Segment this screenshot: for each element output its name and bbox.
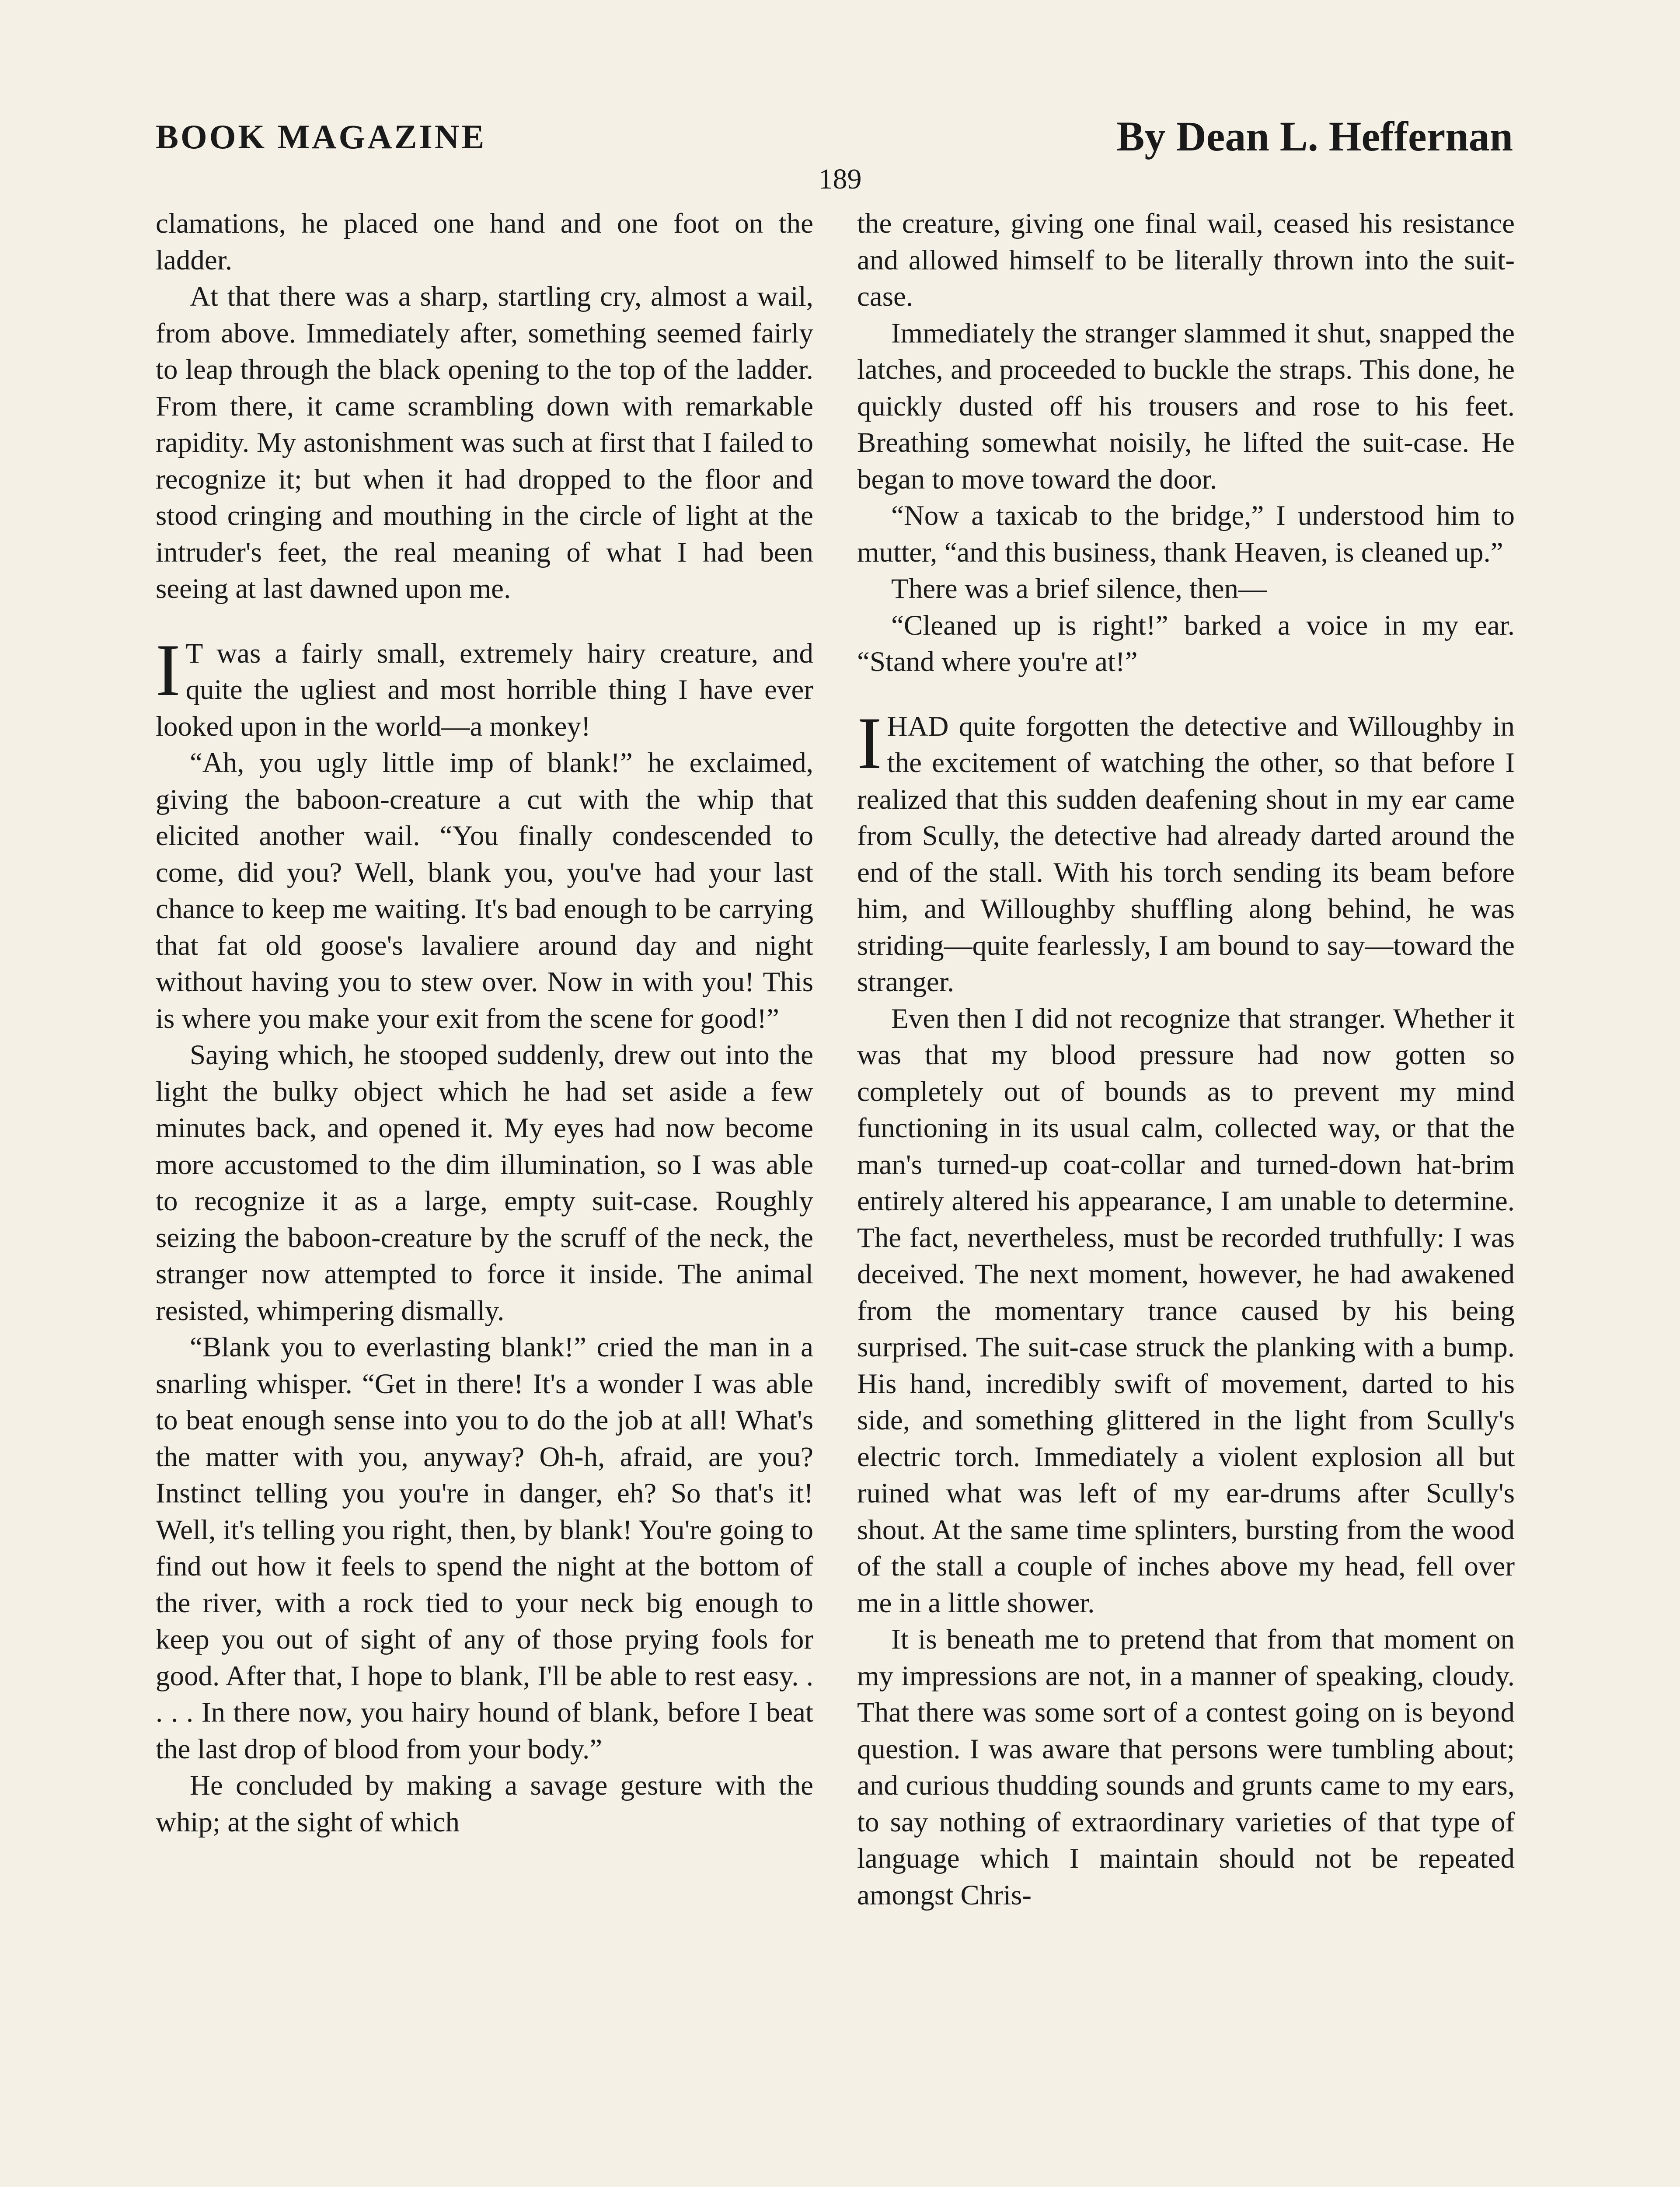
paragraph: the creature, giving one final wail, ceased his resistance and allowed himself to be literally thrown into the suit-case.: [857, 208, 1515, 312]
paragraph: Even then I did not recognize that stranger. Whether it was that my blood pressure had now gotten so completely out of bounds as to prevent my mind functioning in its usual calm, collected way, or that the man's turned-up coat-collar and turned-down hat-brim entirely altered his appearance, I am unable to determine. The fact, nevertheless, must be recorded truthfully: I was deceived. The next moment, however, he had awakened from the momentary trance caused by his being surprised. The suit-case struck the planking with a bump. His hand, incredibly swift of movement, darted to his side, and something glittered in the light from Scully's electric torch. Immediately a violent explosion all but ruined what was left of my ear-drums after Scully's shout. At the same time splinters, bursting from the wood of the stall a couple of inches above my head, fell over me in a little shower.: [857, 1003, 1515, 1619]
paragraph: [857, 702, 1515, 1001]
left-column: [156, 206, 813, 1841]
paragraph: Immediately the stranger slammed it shut, snapped the latches, and proceeded to buckle the straps. This done, he quickly dusted off his trousers and rose to his feet. Breathing somewhat noisily, he lifted the suit-case. He began to move toward the door.: [857, 317, 1515, 495]
right-column: [857, 206, 1515, 1914]
paragraph: [156, 629, 813, 745]
page-number: 189: [818, 163, 862, 195]
paragraph: “Blank you to everlasting blank!” cried the man in a snarling whisper. “Get in there! It's a wonder I was able to beat enough sense into you to do the job at all! What's the matter with you, anyway? Oh-h, afraid, are you? Instinct telling you you're in danger, eh? So that's it! Well, it's telling you right, then, by blank! You're going to find out how it feels to spend the night at the bottom of the river, with a rock tied to your neck big enough to keep you out of sight of any of those prying fools for good. After that, I hope to blank, I'll be able to rest easy. . . . . In there now, you hairy hound of blank, before I beat the last drop of blood from your body.”: [156, 1331, 813, 1765]
paragraph: Saying which, he stooped suddenly, drew out into the light the bulky object which he had set aside a few minutes back, and opened it. My eyes had now become more accustomed to the dim illumination, so I was able to recognize it as a large, empty suit-case. Roughly seizing the baboon-creature by the scruff of the neck, the stranger now attempted to force it inside. The animal resisted, whimpering dismally.: [156, 1039, 813, 1327]
drop-cap: I: [156, 629, 181, 711]
drop-cap: I: [857, 702, 882, 784]
paragraph: It is beneath me to pretend that from that moment on my impressions are not, in a manner of speaking, cloudy. That there was some sort of a contest going on is beyond question. I was aware that persons were tumbling about; and curious thudding sounds and grunts came to my ears, to say nothing of extraordinary varieties of that type of language which I maintain should not be repeated amongst Chris-: [857, 1624, 1515, 1911]
paragraph: There was a brief silence, then—: [891, 573, 1267, 604]
paragraph: “Cleaned up is right!” barked a voice in my ear. “Stand where you're at!”: [857, 609, 1515, 678]
paragraph: He concluded by making a savage gesture with the whip; at the sight of which: [156, 1770, 813, 1838]
paragraph: At that there was a sharp, startling cry, almost a wail, from above. Immediately after, something seemed fairly to leap through the black opening to the top of the ladder. From there, it came scrambling down with remarkable rapidity. My astonishment was such at first that I failed to recognize it; but when it had dropped to the floor and stood cringing and mouthing in the circle of light at the intruder's feet, the real meaning of what I had been seeing at last dawned upon me.: [156, 281, 813, 604]
paragraph: “Now a taxicab to the bridge,” I understood him to mutter, “and this business, thank Heaven, is cleaned up.”: [857, 500, 1515, 568]
paragraph: clamations, he placed one hand and one foot on the ladder.: [156, 208, 813, 276]
paragraph: “Ah, you ugly little imp of blank!” he exclaimed, giving the baboon-creature a cut with the whip that elicited another wail. “You finally condescended to come, did you? Well, blank you, you've had your last chance to keep me waiting. It's bad enough to be carrying that fat old goose's lavaliere around day and night without having you to stew over. Now in with you! This is where you make your exit from the scene for good!”: [156, 747, 813, 1034]
paragraph-text: HAD quite forgotten the detective and Willoughby in the excitement of watching the other, so that before I realized that this sudden deafening shout in my ear came from Scully, the detective had already darted around the end of the stall. With his torch sending its beam before him, and Willoughby shuffling along behind, he was striding—quite fearlessly, I am bound to say—toward the stranger.: [857, 710, 1515, 998]
paragraph-text: T was a fairly small, extremely hairy creature, and quite the ugliest and most horrible thing I have ever looked upon in the world—a monkey!: [156, 637, 813, 742]
magazine-title: BOOK MAGAZINE: [156, 118, 487, 156]
author-byline: By Dean L. Heffernan: [1116, 113, 1513, 160]
